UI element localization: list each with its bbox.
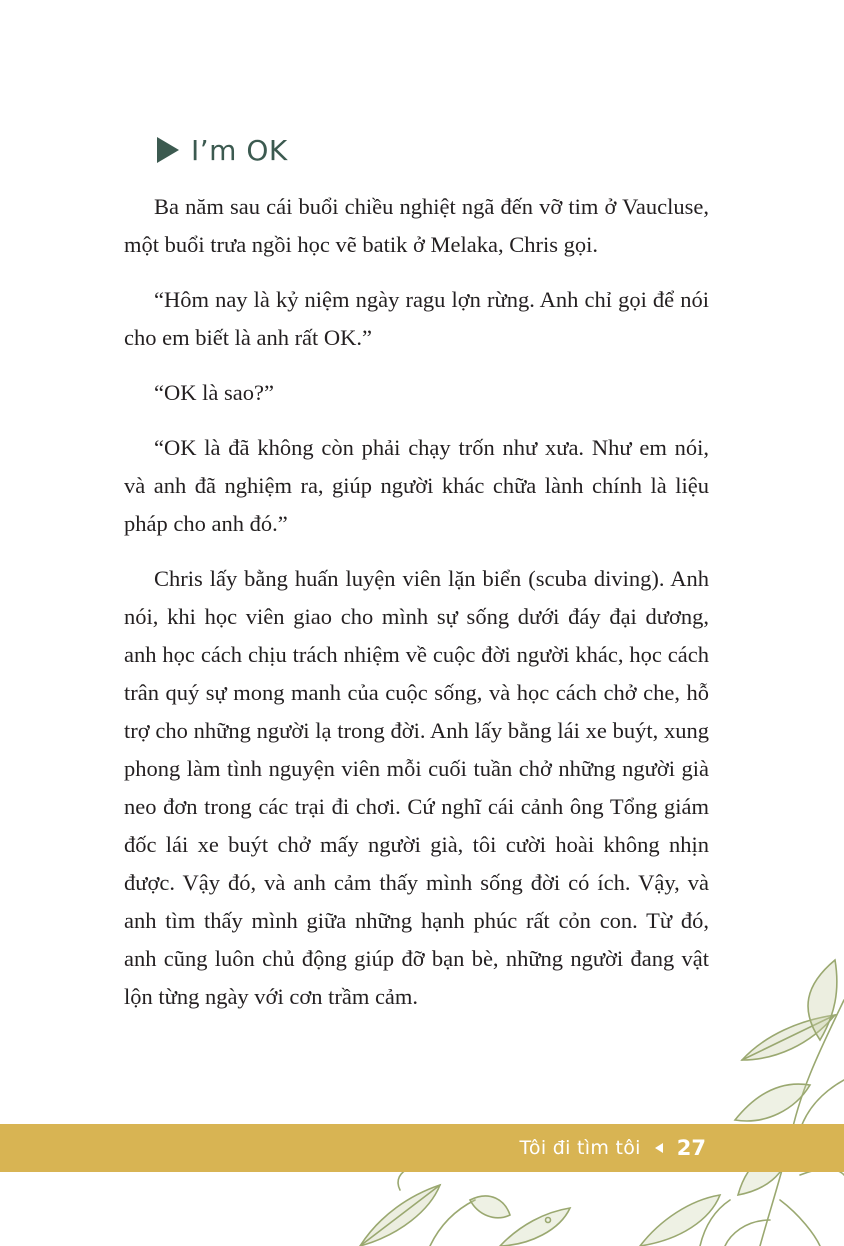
left-arrow-icon (655, 1143, 663, 1153)
section-title: I’m OK (191, 133, 288, 167)
paragraph: “OK là đã không còn phải chạy trốn như xưa. Như em nói, và anh đã nghiệm ra, giúp người khác chữa lành chính là liệu pháp cho anh đó.” (124, 435, 709, 536)
section-heading (157, 130, 288, 170)
paragraph: Chris lấy bằng huấn luyện viên lặn biển (scuba diving). Anh nói, khi học viên giao cho mình sự sống dưới đáy đại dương, anh học cách chịu trách nhiệm về cuộc đời người khác, học cách trân quý sự mong manh của cuộc sống, và học cách chở che, hỗ trợ cho những người lạ trong đời. Anh lấy bằng lái xe buýt, xung phong làm tình nguyện viên mỗi cuối tuần chở những người già neo đơn trong các trại đi chơi. Cứ nghĩ cái cảnh ông Tổng giám đốc lái xe buýt chở mấy người già, tôi cười hoài không nhịn được. Vậy đó, và anh cảm thấy mình sống đời có ích. Vậy, và anh tìm thấy mình giữa những hạnh phúc rất cỏn con. Từ đó, anh cũng luôn chủ động giúp đỡ bạn bè, những người đang vật lộn từng ngày với cơn trầm cảm. (124, 566, 709, 1009)
page-number: 27 (676, 1136, 706, 1160)
paragraph: Ba năm sau cái buổi chiều nghiệt ngã đến vỡ tim ở Vaucluse, một buổi trưa ngồi học vẽ batik ở Melaka, Chris gọi. (124, 194, 709, 257)
book-title: Tôi đi tìm tôi (519, 1137, 641, 1159)
body-text (124, 188, 709, 1033)
running-footer (519, 1124, 706, 1172)
paragraph: “Hôm nay là kỷ niệm ngày ragu lợn rừng. Anh chỉ gọi để nói cho em biết là anh rất OK.” (124, 287, 709, 350)
paragraph: “OK là sao?” (154, 380, 274, 405)
footer-band (0, 1124, 844, 1172)
play-triangle-icon (157, 137, 179, 163)
